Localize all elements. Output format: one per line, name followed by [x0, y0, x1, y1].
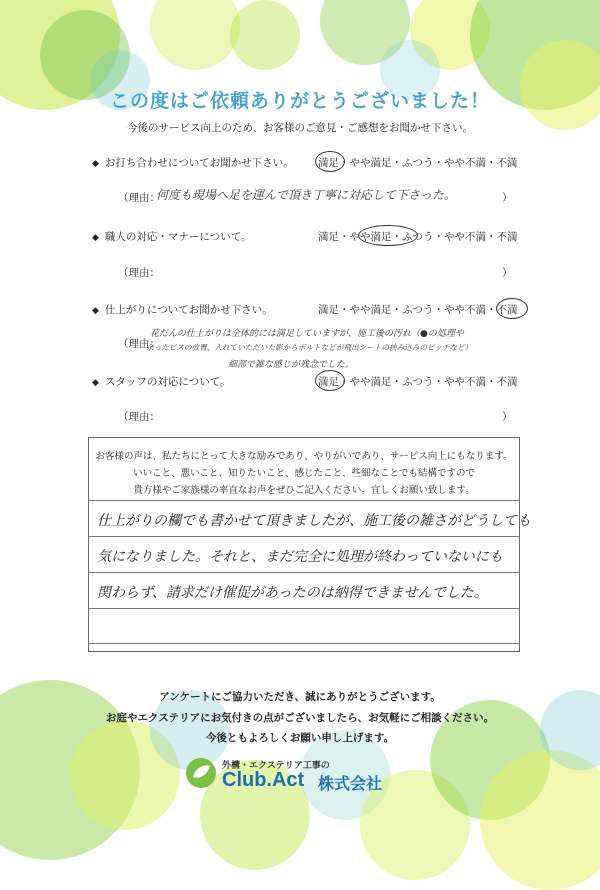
diamond-icon: ◆ [92, 233, 99, 243]
selected-rating-mark [315, 370, 345, 391]
footer-line-3: 今後ともよろしくお願い申し上げます。 [205, 732, 395, 744]
reason-label: （理由： [118, 411, 160, 423]
comment-intro-2: いいこと、悪いこと、知りたいこと、感じたこと、些細なことでも結構ですので [132, 468, 475, 479]
logo-tagline: 外構・エクステリア工事の [222, 761, 330, 771]
comment-text-3: 関わらず、請求だけ催促があったのは納得できませんでした。 [97, 585, 488, 601]
reason-label: （理由： [118, 267, 160, 279]
reason-2 [118, 265, 160, 280]
question-label: 仕上がりについてお聞かせ下さい。 [104, 304, 273, 316]
reason-close: ） [502, 192, 513, 204]
rating-scale-3: 満足・やや満足・ふつう・やや不満・不満 [318, 304, 518, 316]
diamond-icon: ◆ [92, 306, 99, 316]
question-4 [92, 374, 231, 389]
selected-rating-mark [315, 151, 345, 172]
comment-text-1: 仕上がりの欄でも書かせて頂きましたが、施工後の雑さがどうしても [97, 513, 531, 529]
selected-rating-mark [496, 298, 528, 319]
footer-line-1: アンケートにご協力いただき、誠にありがとうございます。 [159, 691, 441, 703]
logo-company: 株式会社 [318, 774, 383, 793]
reason-3-answer-line2: 余ったビスの放置、入れていただいた影からボルトなどが飛出シートの挟み込みのピッチなど） [146, 343, 473, 352]
comment-line [89, 643, 519, 644]
comment-box [88, 437, 531, 652]
diamond-icon: ◆ [92, 378, 99, 388]
logo-brand: Club.Act [222, 769, 305, 791]
question-label: スタッフの対応について。 [104, 376, 231, 388]
comment-intro-1: お客様の声は、私たちにとって大きな励みであり、やりがいであり、サービス向上にもなります。 [95, 451, 513, 462]
page-title: この度はご依頼ありがとうございました！ [109, 90, 490, 112]
comment-line [89, 536, 519, 537]
question-3 [92, 302, 273, 317]
question-1 [92, 155, 294, 170]
question-label: お打ち合わせについてお聞かせ下さい。 [104, 157, 294, 169]
question-label: 職人の対応・マナーについて。 [104, 231, 252, 243]
rating-scale-2: 満足・やや満足・ふつう・やや不満・不満 [318, 231, 518, 243]
comment-line [89, 608, 519, 609]
company-logo [188, 760, 398, 793]
selected-rating-mark [358, 225, 418, 246]
rating-scale-1: 満足・やや満足・ふつう・やや不満・不満 [318, 157, 518, 169]
reason-close: ） [502, 411, 513, 423]
reason-4 [118, 409, 160, 424]
reason-label: （理由： [118, 338, 160, 350]
reason-1-answer: 何度も現場へ足を運んで頂き丁寧に対応して下さった。 [156, 188, 457, 202]
diamond-icon: ◆ [92, 159, 99, 169]
page-subtitle: 今後のサービス向上のため、お客様のご意見・ご感想をお聞かせ下さい。 [126, 122, 474, 134]
reason-label: （理由： [118, 192, 160, 204]
reason-3-answer-line3: 細部で雑な感じが残念でした。 [228, 360, 355, 370]
reason-close: ） [502, 267, 513, 279]
footer-line-2: お庭やエクステリアにお気付きの点がございましたら、お気軽にご相談ください。 [105, 712, 495, 724]
question-2 [92, 229, 252, 244]
reason-1 [118, 190, 160, 205]
comment-intro-3: 貴方様やご家族様の率直なお声をぜひご記入ください。宜しくお願い致します。 [133, 485, 475, 496]
reason-3-answer-line1: 花だんの仕上がりは全体的には満足していますが、施工後の汚れ（●の処理や [150, 329, 464, 339]
leaf-logo-icon [184, 756, 218, 790]
comment-line [89, 500, 519, 501]
comment-line [89, 572, 519, 573]
comment-text-2: 気になりました。それと、まだ完全に処理が終わっていないにも [97, 549, 503, 565]
rating-scale-4: 満足・やや満足・ふつう・やや不満・不満 [318, 376, 518, 388]
